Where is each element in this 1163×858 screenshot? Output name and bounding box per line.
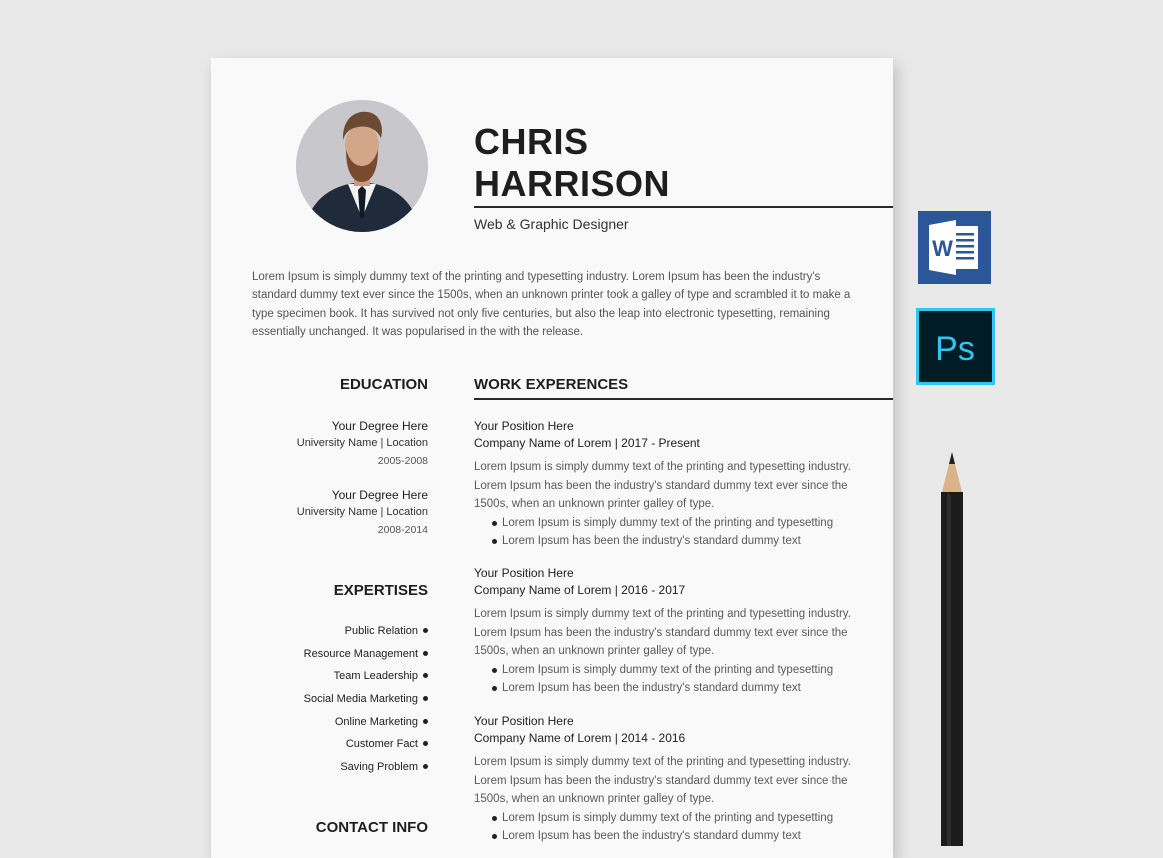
list-item: Lorem Ipsum is simply dummy text of the printing and typesetting [502,514,859,533]
photoshop-icon [916,308,995,385]
job-position: Your Position Here [474,714,574,728]
degree: Your Degree Here [331,419,428,433]
expertises-heading: EXPERTISES [333,582,428,599]
years: 2008-2014 [377,524,428,536]
list-item: Online Marketing [228,713,428,736]
list-item: Customer Fact [228,735,428,758]
work-divider [474,398,893,400]
contact-heading: CONTACT INFO [315,819,428,836]
job-bullets [474,809,859,846]
profile-summary: Lorem Ipsum is simply dummy text of the printing and typesetting industry. Lorem Ipsum has been the industry's standard dummy text ever since the 1500s, when an unknown printer took a galley of type and scrambled it to make a type specimen book. It has survived not only five centuries, but also the leap into electronic typesetting, remaining essentially unchanged. It was popularised in the with the release. [252,271,851,338]
list-item: Public Relation [228,622,428,645]
list-item: Lorem Ipsum has been the industry's standard dummy text [502,532,859,551]
job-description: Lorem Ipsum is simply dummy text of the printing and typesetting industry. Lorem Ipsum has been the industry's standard dummy text ever since the 1500s, when an unknown printer galley of type. [474,756,851,805]
last-name: HARRISON [474,163,671,204]
work-heading: WORK EXPERENCES [474,376,629,393]
job-description: Lorem Ipsum is simply dummy text of the printing and typesetting industry. Lorem Ipsum has been the industry's standard dummy text ever since the 1500s, when an unknown printer galley of type. [474,608,851,657]
expertise-list [228,622,428,781]
list-item: Lorem Ipsum has been the industry's standard dummy text [502,679,859,698]
degree: Your Degree Here [331,488,428,502]
person-portrait-icon [296,100,428,232]
school: University Name | Location [296,437,428,449]
education-item [228,418,428,471]
job-company: Company Name of Lorem | 2014 - 2016 [474,731,686,745]
job-position: Your Position Here [474,566,574,580]
list-item: Lorem Ipsum is simply dummy text of the printing and typesetting [502,809,859,828]
job-entry [474,418,859,551]
header-divider [474,206,893,208]
svg-text:Ps: Ps [935,330,975,368]
job-bullets [474,661,859,698]
job-entry [474,565,859,698]
list-item: Team Leadership [228,667,428,690]
pencil-icon [934,452,970,846]
microsoft-word-icon [918,211,991,284]
job-position: Your Position Here [474,419,574,433]
list-item: Lorem Ipsum is simply dummy text of the printing and typesetting [502,661,859,680]
profile-photo [296,100,428,232]
list-item: Lorem Ipsum has been the industry's standard dummy text [502,827,859,846]
job-company: Company Name of Lorem | 2016 - 2017 [474,583,686,597]
job-title: Web & Graphic Designer [474,216,629,232]
education-heading: EDUCATION [339,376,428,393]
years: 2005-2008 [377,455,428,467]
job-company: Company Name of Lorem | 2017 - Present [474,436,700,450]
candidate-name [474,121,670,205]
list-item: Saving Problem [228,758,428,781]
job-entry [474,713,859,846]
job-description: Lorem Ipsum is simply dummy text of the printing and typesetting industry. Lorem Ipsum has been the industry's standard dummy text ever since the 1500s, when an unknown printer galley of type. [474,461,851,510]
svg-text:W: W [932,236,953,261]
list-item: Social Media Marketing [228,690,428,713]
list-item: Resource Management [228,645,428,668]
first-name: CHRIS [474,121,589,162]
school: University Name | Location [296,506,428,518]
job-bullets [474,514,859,551]
education-item [228,487,428,540]
